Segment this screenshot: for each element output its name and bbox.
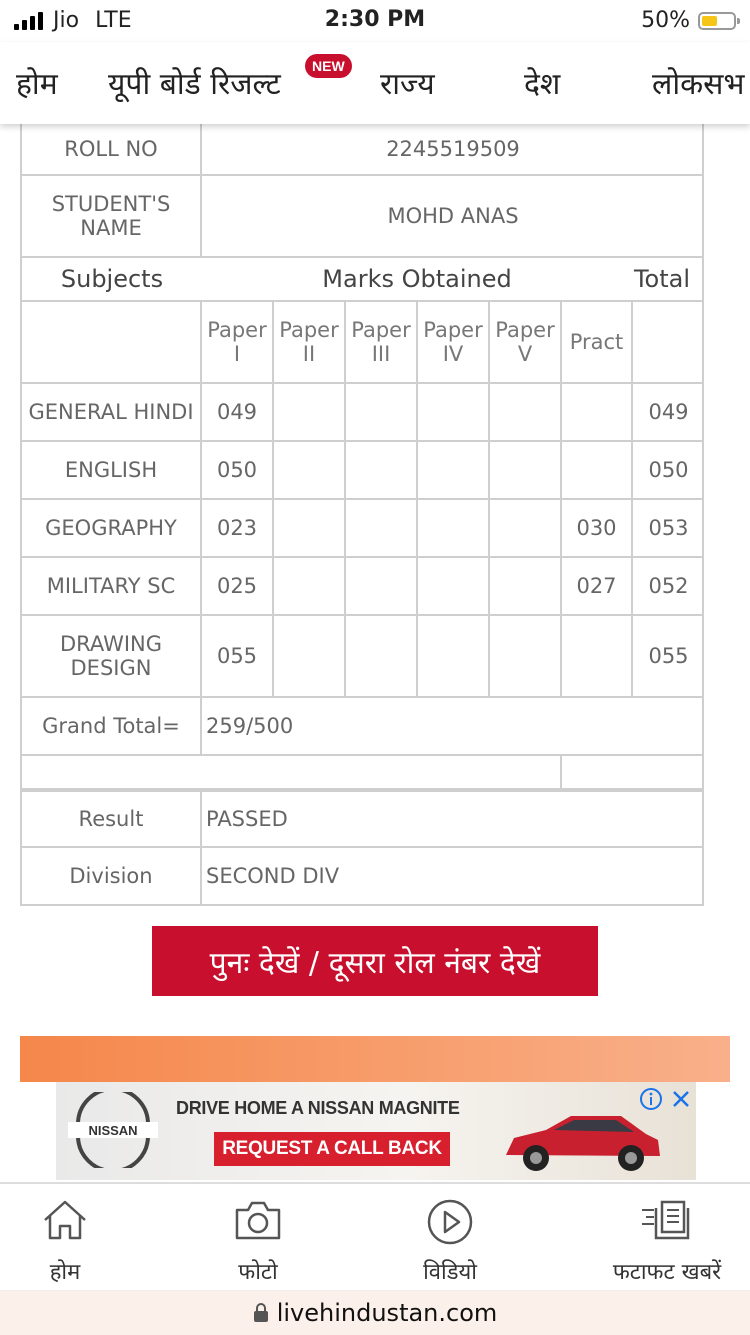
name-value: MOHD ANAS — [387, 204, 519, 228]
battery-icon — [698, 12, 736, 30]
mark-cell — [562, 384, 633, 440]
nav-item-state[interactable]: राज्य — [380, 67, 435, 102]
tab-quick-news[interactable] — [592, 1184, 742, 1292]
col-paper-3: Paper III — [346, 302, 418, 382]
network-label: LTE — [95, 8, 132, 33]
subjects-header: Subjects — [60, 265, 164, 293]
mark-cell — [490, 616, 562, 696]
camera-icon — [233, 1198, 283, 1242]
tab-label: फोटो — [238, 1260, 278, 1285]
mark-cell — [418, 442, 490, 498]
mark-cell — [418, 616, 490, 696]
carrier-label: Jio — [53, 8, 80, 33]
mark-cell: 049 — [202, 384, 274, 440]
top-nav — [0, 42, 750, 124]
ad-close-icon[interactable] — [668, 1086, 694, 1112]
mark-cell — [274, 500, 346, 556]
mark-cell — [562, 616, 633, 696]
division-label: Division — [22, 848, 202, 904]
mark-cell — [274, 384, 346, 440]
mark-cell — [490, 500, 562, 556]
blank-cell — [633, 302, 704, 382]
tab-photo[interactable] — [193, 1184, 323, 1292]
mark-cell — [346, 442, 418, 498]
clock: 2:30 PM — [324, 7, 426, 32]
result-row — [20, 790, 704, 848]
mark-cell: 023 — [202, 500, 274, 556]
roll-label: ROLL NO — [22, 124, 202, 174]
ad-info-icon[interactable] — [638, 1086, 664, 1112]
subject-name: MILITARY SC — [22, 558, 202, 614]
mark-cell: 055 — [202, 616, 274, 696]
result-label: Result — [22, 792, 202, 846]
division-row — [20, 848, 704, 906]
subject-total: 053 — [648, 516, 689, 540]
play-icon — [425, 1198, 475, 1246]
mark-cell — [418, 558, 490, 614]
subject-name: ENGLISH — [22, 442, 202, 498]
mark-cell: 050 — [202, 442, 274, 498]
mark-cell — [418, 384, 490, 440]
name-row — [20, 176, 704, 258]
ad-cta-button[interactable]: REQUEST A CALL BACK — [214, 1132, 450, 1166]
mark-cell — [562, 442, 633, 498]
nissan-logo — [68, 1092, 158, 1168]
subject-total: 055 — [648, 644, 689, 668]
url-bar[interactable] — [0, 1290, 750, 1335]
subject-total: 050 — [648, 458, 689, 482]
subject-name: DRAWING DESIGN — [22, 616, 202, 696]
roll-row — [20, 124, 704, 176]
division-value: SECOND DIV — [206, 864, 340, 888]
mark-cell: 027 — [562, 558, 633, 614]
marks-header: Marks Obtained — [322, 265, 512, 293]
tab-home[interactable] — [0, 1184, 130, 1292]
mark-cell — [274, 616, 346, 696]
blank-cell — [22, 302, 202, 382]
tab-label: फटाफट खबरें — [612, 1260, 722, 1285]
grand-total-label: Grand Total= — [22, 698, 202, 754]
mark-cell — [274, 558, 346, 614]
marks-header-row — [20, 258, 704, 302]
col-pract: Pract — [562, 302, 633, 382]
table-row — [20, 558, 704, 616]
nav-item-country[interactable]: देश — [524, 67, 561, 102]
nav-item-loksabha[interactable]: लोकसभ — [652, 67, 745, 102]
news-icon — [640, 1198, 694, 1242]
name-label: STUDENT'S NAME — [22, 176, 202, 256]
col-paper-5: Paper V — [490, 302, 562, 382]
ad-headline: DRIVE HOME A NISSAN MAGNITE — [176, 1098, 460, 1118]
status-bar — [0, 0, 750, 42]
mark-cell — [418, 500, 490, 556]
mark-cell: 025 — [202, 558, 274, 614]
col-paper-2: Paper II — [274, 302, 346, 382]
lock-icon — [253, 1303, 269, 1323]
subject-name: GENERAL HINDI — [22, 384, 202, 440]
tab-label: होम — [49, 1260, 81, 1285]
paper-columns-row — [20, 302, 704, 384]
mark-cell — [490, 558, 562, 614]
nav-item-up-board-result[interactable]: यूपी बोर्ड रिजल्ट — [108, 67, 281, 102]
table-row — [20, 442, 704, 500]
ad-brand: NISSAN — [88, 1123, 138, 1138]
subject-name: GEOGRAPHY — [22, 500, 202, 556]
mark-cell — [346, 384, 418, 440]
subject-total: 052 — [648, 574, 689, 598]
mark-cell — [490, 442, 562, 498]
roll-value: 2245519509 — [386, 137, 520, 161]
subject-total: 049 — [648, 400, 689, 424]
tab-video[interactable] — [385, 1184, 515, 1292]
car-image — [496, 1100, 666, 1180]
section-banner — [20, 1036, 730, 1082]
home-icon — [40, 1198, 90, 1242]
mark-cell: 030 — [562, 500, 633, 556]
mark-cell — [346, 500, 418, 556]
mark-cell — [274, 442, 346, 498]
tab-label: विडियो — [423, 1260, 477, 1285]
ad-banner[interactable] — [56, 1082, 696, 1180]
result-value: PASSED — [206, 807, 288, 831]
recheck-button[interactable]: पुनः देखें / दूसरा रोल नंबर देखें — [152, 926, 598, 996]
spacer-row — [20, 756, 704, 790]
nav-item-home[interactable]: होम — [16, 67, 58, 102]
mark-cell — [346, 558, 418, 614]
table-row — [20, 384, 704, 442]
bottom-tab-bar — [0, 1182, 750, 1292]
mark-cell — [490, 384, 562, 440]
grand-total-value: 259/500 — [206, 714, 294, 738]
col-paper-1: Paper I — [202, 302, 274, 382]
blank-cell — [22, 756, 562, 788]
col-paper-4: Paper IV — [418, 302, 490, 382]
table-row — [20, 616, 704, 698]
mark-cell — [346, 616, 418, 696]
table-row — [20, 500, 704, 558]
new-badge: NEW — [305, 54, 352, 78]
url-domain: livehindustan.com — [276, 1299, 498, 1327]
total-header: Total — [633, 265, 691, 293]
battery-percent: 50% — [641, 8, 690, 33]
grand-total-row — [20, 698, 704, 756]
